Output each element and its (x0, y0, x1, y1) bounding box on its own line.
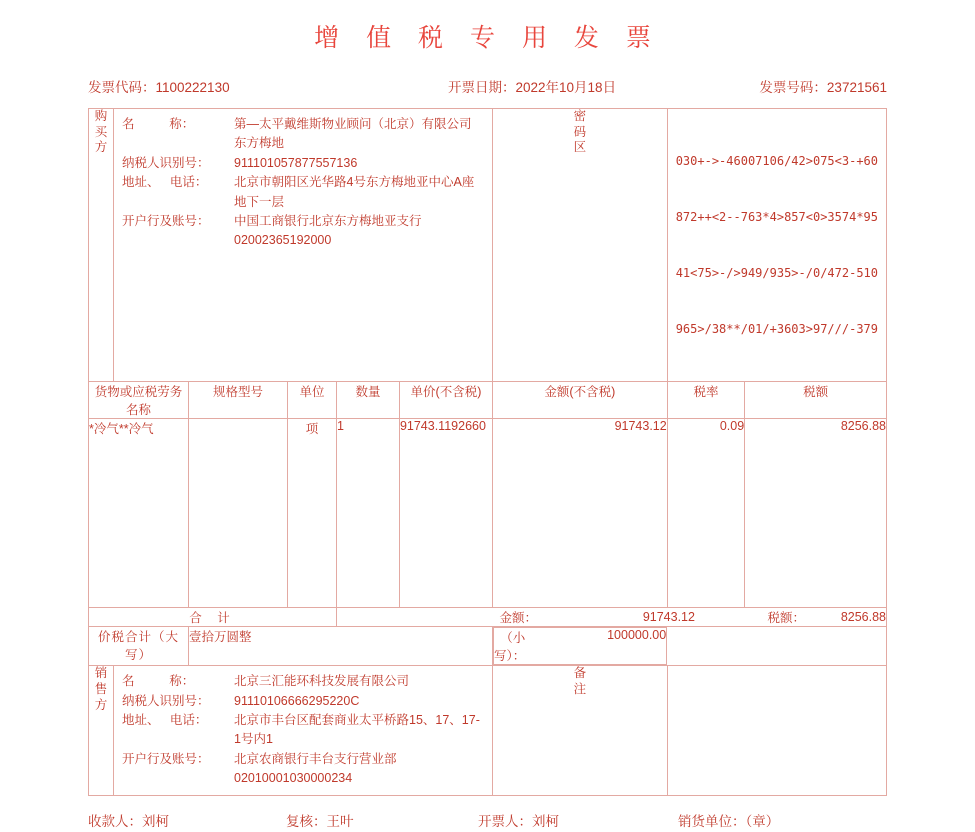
seller-name-value: 北京三汇能环科技发展有限公司 (234, 674, 410, 689)
invoice-table (88, 108, 887, 796)
totals-tax-value: 8256.88 (840, 610, 886, 625)
buyer-address-label: 地址、 电话： (122, 175, 208, 190)
seller-taxid-label: 纳税人识别号： (122, 693, 210, 708)
cipher-line-1: 030+->-46007106/42>075<3-+60 (675, 154, 878, 169)
totals-tax-label: 税额： (767, 611, 805, 626)
cipher-side-label (492, 109, 667, 382)
goods-name: *冷气**冷气 (89, 419, 189, 608)
goods-header-qty: 数量 (336, 382, 399, 419)
cipher-area (667, 109, 886, 382)
buyer-bank-row (122, 212, 484, 251)
goods-header-tax: 税额 (745, 382, 887, 419)
seller-bank-label: 开户行及账号： (122, 751, 210, 766)
cipher-line-3: 41<75>-/>949/935>-/0/472-510 (675, 265, 878, 280)
capital-label: 价税合计（大写） (89, 627, 189, 666)
cipher-line-4: 965>/38**/01/+3603>97///-379 (675, 321, 878, 336)
capital-row (89, 627, 887, 666)
seller-taxid-row (122, 692, 484, 711)
page-title: 增 值 税 专 用 发 票 (314, 24, 661, 52)
goods-tax: 8256.88 (745, 419, 887, 608)
buyer-taxid-row (122, 154, 484, 173)
seller-address-row (122, 711, 484, 750)
invoice-number (759, 76, 887, 96)
buyer-name-row (122, 115, 484, 154)
note-side-label (492, 666, 667, 795)
goods-header-name: 货物或应税劳务名称 (89, 382, 189, 419)
totals-amount-value: 91743.12 (642, 610, 695, 625)
invoice-code (88, 76, 230, 96)
seller-address-label: 地址、 电话： (122, 713, 208, 728)
goods-amount: 91743.12 (492, 419, 667, 608)
goods-rate: 0.09 (667, 419, 744, 608)
goods-unit: 项 (287, 419, 336, 608)
seller-taxid-value: 91110106666295220C (234, 693, 360, 708)
invoice-footer (88, 810, 887, 832)
invoice-date-value: 2022年10月18日 (515, 80, 617, 95)
cipher-side-label-char-2: 码 (573, 124, 587, 139)
goods-header-model: 规格型号 (188, 382, 287, 419)
goods-header-row (89, 382, 887, 419)
buyer-side-label-char-1: 购 (94, 109, 108, 123)
footer-payee: 收款人：刘柯 (88, 813, 169, 829)
buyer-name-label: 名 称： (122, 117, 195, 131)
capital-small-label: （小写）： (493, 631, 526, 664)
goods-qty: 1 (336, 419, 399, 608)
buyer-name-value: 第—太平戴维斯物业顾问（北京）有限公司东方梅地 (234, 117, 472, 151)
totals-row (89, 608, 887, 627)
invoice-number-value: 23721561 (826, 80, 887, 95)
note-area (667, 666, 886, 795)
seller-side-label-char-2: 售 (94, 681, 108, 696)
invoice-number-label: 发票号码： (759, 80, 827, 95)
table-row (89, 419, 887, 608)
buyer-side-label-char-2: 买 (94, 124, 108, 139)
totals-values (336, 608, 886, 627)
seller-name-label: 名 称： (122, 674, 195, 689)
seller-name-row (122, 672, 484, 691)
seller-row (89, 666, 887, 795)
capital-words: 壹拾万圆整 (188, 627, 492, 666)
buyer-bank-label: 开户行及账号： (122, 213, 210, 228)
goods-header-unit: 单位 (287, 382, 336, 419)
buyer-taxid-value: 911101057877557136 (234, 155, 358, 170)
invoice-date-label: 开票日期： (448, 80, 516, 95)
buyer-taxid-label: 纳税人识别号： (122, 155, 210, 170)
capital-small (493, 627, 667, 665)
goods-header-amount: 金额(不含税) (492, 382, 667, 419)
cipher-side-label-char-1: 密 (573, 109, 587, 123)
totals-amount-label: 金额： (499, 611, 537, 626)
seller-side-label (89, 666, 114, 795)
goods-header-price: 单价(不含税) (399, 382, 492, 419)
seller-bank-value: 北京农商银行丰台支行营业部02010001030000234 (234, 751, 397, 786)
cipher-side-label-char-3: 区 (573, 140, 587, 155)
seller-bank-row (122, 750, 484, 789)
buyer-bank-value: 中国工商银行北京东方梅地亚支行02002365192000 (234, 213, 422, 248)
seller-side-label-char-3: 方 (94, 697, 108, 712)
buyer-side-label-char-3: 方 (94, 140, 108, 155)
seller-side-label-char-1: 销 (94, 666, 108, 681)
seller-info (114, 666, 493, 795)
buyer-side-label (89, 109, 114, 382)
invoice-code-label: 发票代码： (88, 80, 156, 95)
buyer-address-value: 北京市朝阳区光华路4号东方梅地亚中心A座地下一层 (234, 175, 475, 209)
note-side-label-char-2: 注 (573, 681, 587, 696)
goods-model (188, 419, 287, 608)
goods-header-rate: 税率 (667, 382, 744, 419)
cipher-line-2: 872++<2--763*4>857<0>3574*95 (675, 209, 878, 224)
invoice-code-value: 1100222130 (155, 80, 230, 95)
buyer-address-row (122, 173, 484, 212)
capital-small-value: 100000.00 (607, 628, 667, 643)
footer-drawer: 开票人：刘柯 (478, 813, 559, 829)
footer-reviewer: 复核：王叶 (286, 813, 354, 829)
buyer-cipher-row (89, 109, 887, 382)
invoice-date (448, 76, 616, 96)
totals-label: 合 计 (89, 608, 337, 627)
goods-price: 91743.1192660 (399, 419, 492, 608)
footer-seller-unit: 销货单位：（章） (678, 813, 780, 829)
invoice-meta (88, 76, 887, 96)
note-side-label-char-1: 备 (573, 666, 587, 681)
seller-address-value: 北京市丰台区配套商业太平桥路15、17、17-1号内1 (234, 713, 480, 747)
buyer-info (114, 109, 493, 382)
